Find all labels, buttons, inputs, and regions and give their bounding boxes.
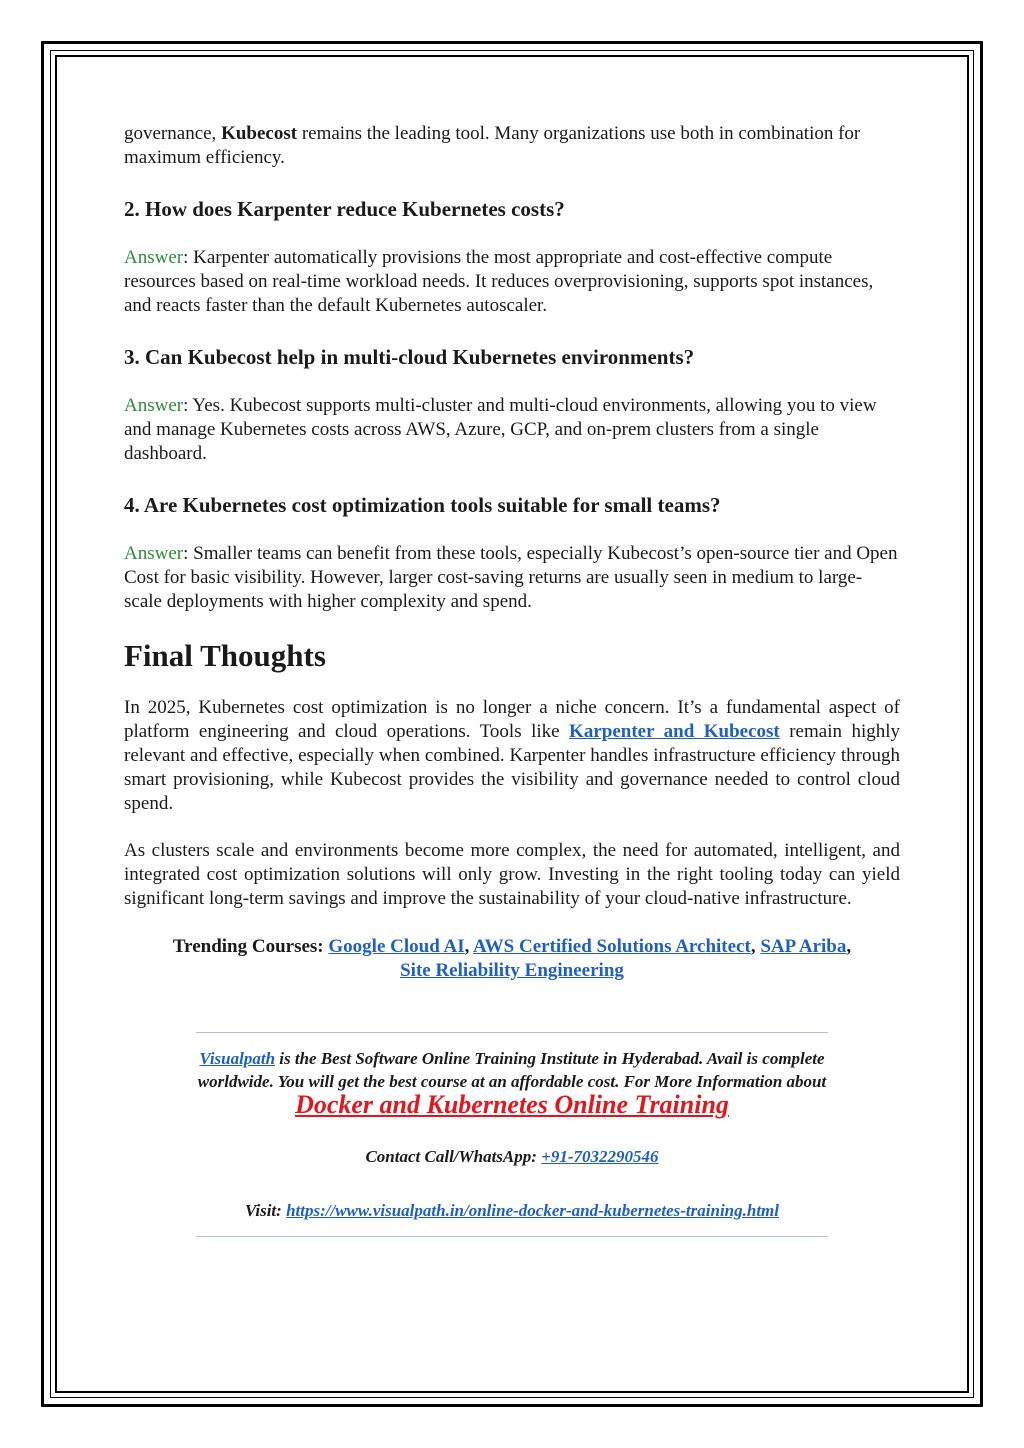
footer-info-box bbox=[196, 1032, 828, 1237]
faq-question-2: 2. How does Karpenter reduce Kubernetes costs? bbox=[124, 197, 565, 221]
answer-label: Answer bbox=[124, 247, 184, 268]
answer-label: Answer bbox=[124, 543, 184, 564]
separator: , bbox=[464, 936, 474, 957]
course-link-google-cloud-ai[interactable]: Google Cloud AI bbox=[328, 936, 465, 957]
intro-paragraph bbox=[124, 122, 900, 170]
footer-text: is the Best Software Online Training Institute in Hyderabad. Avail is complete worldwide. You will get the best course at an affordable cost. For More Information about bbox=[197, 1049, 827, 1091]
faq-answer-4 bbox=[124, 542, 900, 614]
intro-suffix: remains the leading tool. Many organizations use both in combination for maximum efficiency. bbox=[124, 123, 861, 168]
faq-question-4: 4. Are Kubernetes cost optimization tools suitable for small teams? bbox=[124, 493, 721, 517]
contact-label: Contact Call/WhatsApp: bbox=[365, 1147, 542, 1166]
trending-label: Trending Courses: bbox=[172, 936, 329, 957]
faq-answer-3 bbox=[124, 394, 900, 466]
course-link-aws-architect[interactable]: AWS Certified Solutions Architect bbox=[473, 936, 751, 957]
answer-text: : Smaller teams can benefit from these tools, especially Kubecost’s open-source tier and Open Cost for basic visibility. However, larger cost-saving returns are usually seen in medium to large-scale deployments with higher complexity and spend. bbox=[124, 543, 898, 612]
final-p2: As clusters scale and environments become more complex, the need for automated, intelligent, and integrated cost optimization solutions will only grow. Investing in the right tooling today can yield significant long-term savings and improve the sustainability of your cloud-native infrastructure. bbox=[124, 840, 900, 909]
course-link-sap-ariba[interactable]: SAP Ariba bbox=[760, 936, 847, 957]
final-paragraph-2 bbox=[124, 839, 900, 911]
intro-bold: Kubecost bbox=[221, 123, 298, 144]
docker-kubernetes-training-link[interactable]: Docker and Kubernetes Online Training bbox=[295, 1090, 729, 1119]
final-paragraph-1 bbox=[124, 696, 900, 816]
footer-description bbox=[196, 1047, 828, 1119]
answer-label: Answer bbox=[124, 395, 184, 416]
final-p1-before: In 2025, Kubernetes cost optimization is no longer a niche concern. It’s a fundamental aspect of platform engineering and cloud operations. Tools like bbox=[124, 697, 900, 742]
faq-question-3: 3. Can Kubecost help in multi-cloud Kubernetes environments? bbox=[124, 345, 695, 369]
visit-label: Visit: bbox=[244, 1201, 287, 1220]
document-body bbox=[124, 122, 900, 983]
karpenter-kubecost-link[interactable]: Karpenter and Kubecost bbox=[569, 721, 780, 742]
answer-text: : Yes. Kubecost supports multi-cluster and multi-cloud environments, allowing you to view and manage Kubernetes costs across AWS, Azure, GCP, and on-prem clusters from a single dashboard. bbox=[124, 395, 877, 464]
trailing-comma: , bbox=[846, 936, 852, 957]
website-url-link[interactable]: https://www.visualpath.in/online-docker-and-kubernetes-training.html bbox=[286, 1201, 780, 1220]
final-p1-after: remain highly relevant and effective, especially when combined. Karpenter handles infrastructure efficiency through smart provisioning, while Kubecost provides the visibility and governance needed to control cloud spend. bbox=[124, 721, 900, 814]
intro-prefix: governance, bbox=[124, 123, 222, 144]
visualpath-link[interactable]: Visualpath bbox=[199, 1049, 276, 1068]
separator: , bbox=[750, 936, 761, 957]
footer-contact bbox=[196, 1145, 828, 1168]
faq-answer-2 bbox=[124, 246, 900, 318]
phone-link[interactable]: +91-7032290546 bbox=[541, 1147, 659, 1166]
footer-visit bbox=[196, 1199, 828, 1222]
course-link-sre[interactable]: Site Reliability Engineering bbox=[400, 960, 624, 981]
final-thoughts-heading: Final Thoughts bbox=[124, 638, 326, 673]
trending-courses bbox=[124, 935, 900, 983]
answer-text: : Karpenter automatically provisions the most appropriate and cost-effective compute resources based on real-time workload needs. It reduces overprovisioning, supports spot instances, and reacts faster than the default Kubernetes autoscaler. bbox=[124, 247, 874, 316]
